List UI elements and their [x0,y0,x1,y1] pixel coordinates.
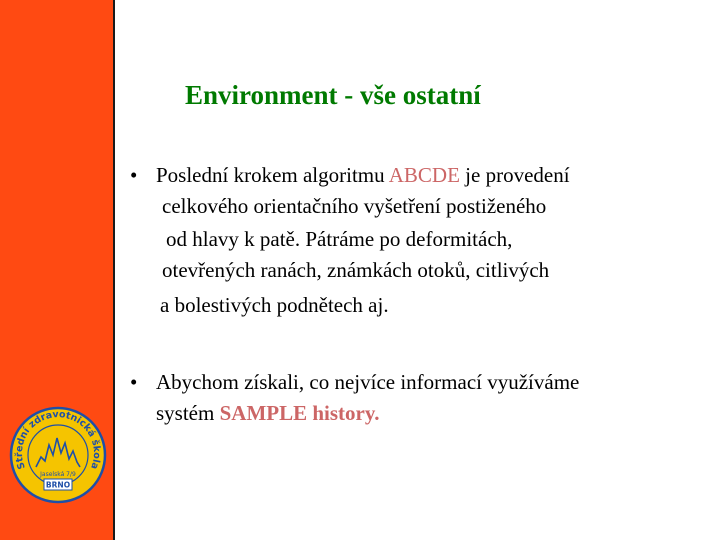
school-logo [8,405,108,505]
sample-history-highlight: SAMPLE history. [219,401,380,425]
abcde-highlight: ABCDE [388,163,460,187]
bullet-line [156,160,570,191]
bullet-line: Abychom získali, co nejvíce informací využíváme [156,370,580,394]
bullet-text: systém [156,401,220,425]
bullet-line [156,398,379,429]
bullet-text: Poslední krokem algoritmu [156,163,389,187]
bullet-text: je provedení [459,163,570,187]
logo-ring-text: Střední zdravotnická škola [13,409,103,471]
logo-address: Jaselská 7/9 [40,471,76,478]
logo-city: BRNO [45,480,71,490]
bullet-item [130,367,690,437]
slide-title: Environment - vše ostatní [185,80,481,110]
bullet-line: od hlavy k patě. Pátráme po deformitách, [166,227,513,251]
bullet-line: celkového orientačního vyšetření postiženého [162,194,547,218]
bullet-icon: • [130,163,138,187]
bullet-line: otevřených ranách, známkách otoků, citlivých [162,258,550,282]
bullet-icon: • [130,370,138,394]
bullet-line: a bolestivých podnětech aj. [160,293,389,317]
bullet-item [130,160,690,325]
